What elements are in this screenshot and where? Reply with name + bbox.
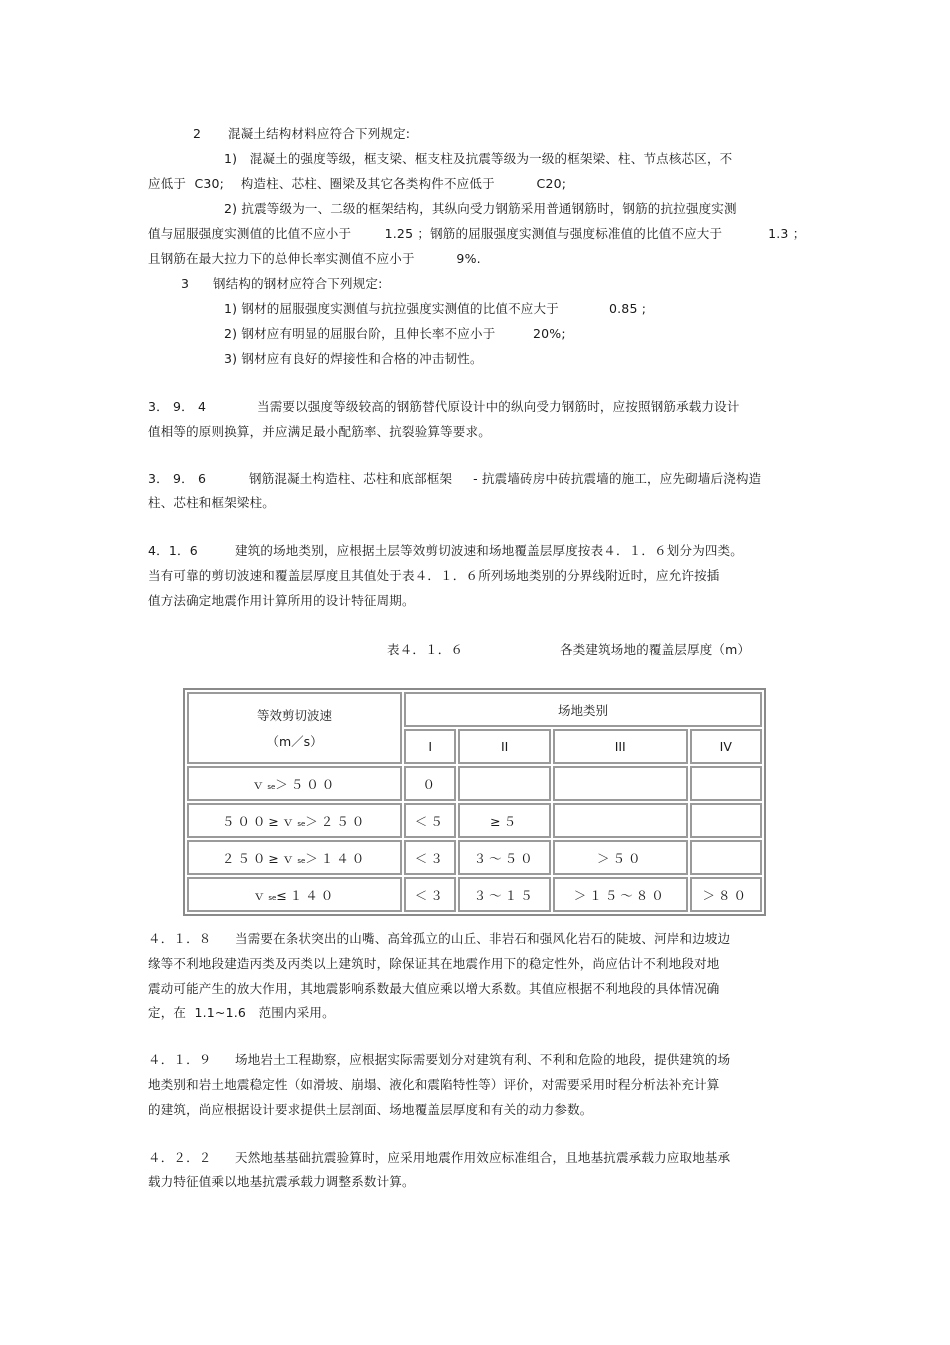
table-cell [690,766,762,801]
table-class-1: I [404,729,456,764]
table-row [187,877,762,912]
table-head-site-class: 场地类别 [404,692,762,727]
site-class-table [183,688,766,916]
clause-3-9-4-number: 3． 9． 4 [148,399,207,414]
section-2-item-2-line-3: 且钢筋在最大拉力下的总伸长率实测值不应小于 9%. [148,251,481,266]
table-cell [553,766,688,801]
velocity-prefix: ２５０≥ｖ [221,850,298,866]
section-3-item-2: 2) 钢材应有明显的屈服台阶，且伸长率不应小于 20%; [224,326,566,341]
table-head-velocity [187,692,402,764]
table-cell: ＞１５～８０ [553,877,688,912]
clause-3-9-6-line-2: 柱、芯柱和框架梁柱。 [148,495,276,510]
clause-4-1-6-line-3: 值方法确定地震作用计算所用的设计特征周期。 [148,593,415,608]
table-cell: ３～１５ [458,877,550,912]
table-row [187,840,762,875]
table-row-2-velocity [187,803,402,838]
table-row [187,766,762,801]
velocity-subscript: se [297,819,306,828]
section-2-number: 2 [193,126,202,141]
clause-4-1-8-line-2: 缘等不利地段建造丙类及丙类以上建筑时，除保证其在地震作用下的稳定性外，尚应估计不利地段对地 [148,956,720,971]
table-cell: ＜３ [404,840,456,875]
section-3-number: 3 [181,276,190,291]
clause-4-1-8-line-3: 震动可能产生的放大作用，其地震影响系数最大值应乘以增大系数。其值应根据不利地段的具体情况确 [148,981,720,996]
table-cell: ＜３ [404,877,456,912]
clause-4-1-6-number: 4．1．6 [148,543,198,558]
section-3-item-1: 1) 钢材的屈服强度实测值与抗拉强度实测值的比值不应大于 0.85 ; [224,301,647,316]
table-class-4: IV [690,729,762,764]
clause-3-9-6-line-1: 钢筋混凝土构造柱、芯柱和底部框架 - 抗震墙砖房中砖抗震墙的施工，应先砌墙后浇构造 [249,471,762,486]
velocity-subscript: se [267,782,276,791]
table-cell [458,766,550,801]
clause-3-9-6-number: 3． 9． 6 [148,471,207,486]
section-2-item-2-line-2: 值与屈服强度实测值的比值不应小于 1.25 ；钢筋的屈服强度实测值与强度标准值的比值不应大于 1.3 ； [148,226,806,241]
table-caption-number: 表４．１．６ [387,642,464,657]
clause-4-1-9-line-1: 场地岩土工程勘察，应根据实际需要划分对建筑有利、不利和危险的地段，提供建筑的场 [235,1052,731,1067]
velocity-range: ＞５００ [275,776,338,792]
section-3-item-3: 3) 钢材应有良好的焊接性和合格的冲击韧性。 [224,351,483,366]
clause-4-2-2-line-2: 载力特征值乘以地基抗震承载力调整系数计算。 [148,1174,415,1189]
clause-4-1-9-number: ４．１．９ [148,1052,212,1067]
clause-4-2-2-line-1: 天然地基基础抗震验算时，应采用地震作用效应标准组合，且地基抗震承载力应取地基承 [235,1150,731,1165]
table-caption-title: 各类建筑场地的覆盖层厚度（m） [560,642,751,657]
table-cell: ＞８０ [690,877,762,912]
clause-4-1-9-line-3: 的建筑，尚应根据设计要求提供土层剖面、场地覆盖层厚度和有关的动力参数。 [148,1102,593,1117]
table-class-3: III [553,729,688,764]
table-row-1-velocity [187,766,402,801]
section-2-item-1-line-2: 应低于 C30; 构造柱、芯柱、圈梁及其它各类构件不应低于 C20; [148,176,567,191]
velocity-prefix: ｖ [252,887,269,903]
table-cell: ３～５０ [458,840,550,875]
table-cell: ０ [404,766,456,801]
velocity-prefix: ｖ [251,776,268,792]
clause-4-1-8-line-1: 当需要在条状突出的山嘴、高耸孤立的山丘、非岩石和强风化岩石的陡坡、河岸和边坡边 [235,931,731,946]
clause-4-1-6-line-2: 当有可靠的剪切波速和覆盖层厚度且其值处于表４．１．６所列场地类别的分界线附近时，应允许按插 [148,568,720,583]
velocity-prefix: ５００≥ｖ [221,813,298,829]
table-row-4-velocity [187,877,402,912]
clause-4-1-6-line-1: 建筑的场地类别，应根据土层等效剪切波速和场地覆盖层厚度按表４．１．６划分为四类。 [235,543,744,558]
section-2-item-2-line-1: 2) 抗震等级为一、二级的框架结构，其纵向受力钢筋采用普通钢筋时，钢筋的抗拉强度实测 [224,201,737,216]
clause-3-9-4-line-1: 当需要以强度等级较高的钢筋替代原设计中的纵向受力钢筋时，应按照钢筋承载力设计 [257,399,740,414]
clause-4-1-9-line-2: 地类别和岩土地震稳定性（如滑坡、崩塌、液化和震陷特性等）评价，对需要采用时程分析法补充计算 [148,1077,720,1092]
table-row-3-velocity [187,840,402,875]
clause-4-1-8-number: ４．１．８ [148,931,212,946]
clause-3-9-4-line-2: 值相等的原则换算，并应满足最小配筋率、抗裂验算等要求。 [148,424,491,439]
velocity-range: ＞１４０ [305,850,368,866]
velocity-range: ≤１４０ [276,887,337,903]
section-2-item-1-line-1: 1) 混凝土的强度等级，框支梁、框支柱及抗震等级为一级的框架梁、柱、节点核芯区，不 [224,151,733,166]
velocity-subscript: se [268,893,277,902]
section-2-title: 混凝土结构材料应符合下列规定: [228,126,411,141]
table-cell [690,803,762,838]
table-cell: ＞５０ [553,840,688,875]
section-3-title: 钢结构的钢材应符合下列规定: [213,276,383,291]
table-head-velocity-unit: （m／s） [266,734,323,749]
table-head-velocity-label: 等效剪切波速 [257,708,333,723]
velocity-range: ＞２５０ [305,813,368,829]
table-cell: ≥５ [458,803,550,838]
table-class-2: II [458,729,550,764]
velocity-subscript: se [297,856,306,865]
table-cell: ＜５ [404,803,456,838]
clause-4-2-2-number: ４．２．２ [148,1150,212,1165]
clause-4-1-8-line-4: 定，在 1.1~1.6 范围内采用。 [148,1005,335,1020]
table-cell [553,803,688,838]
table-cell [690,840,762,875]
table-row [187,803,762,838]
